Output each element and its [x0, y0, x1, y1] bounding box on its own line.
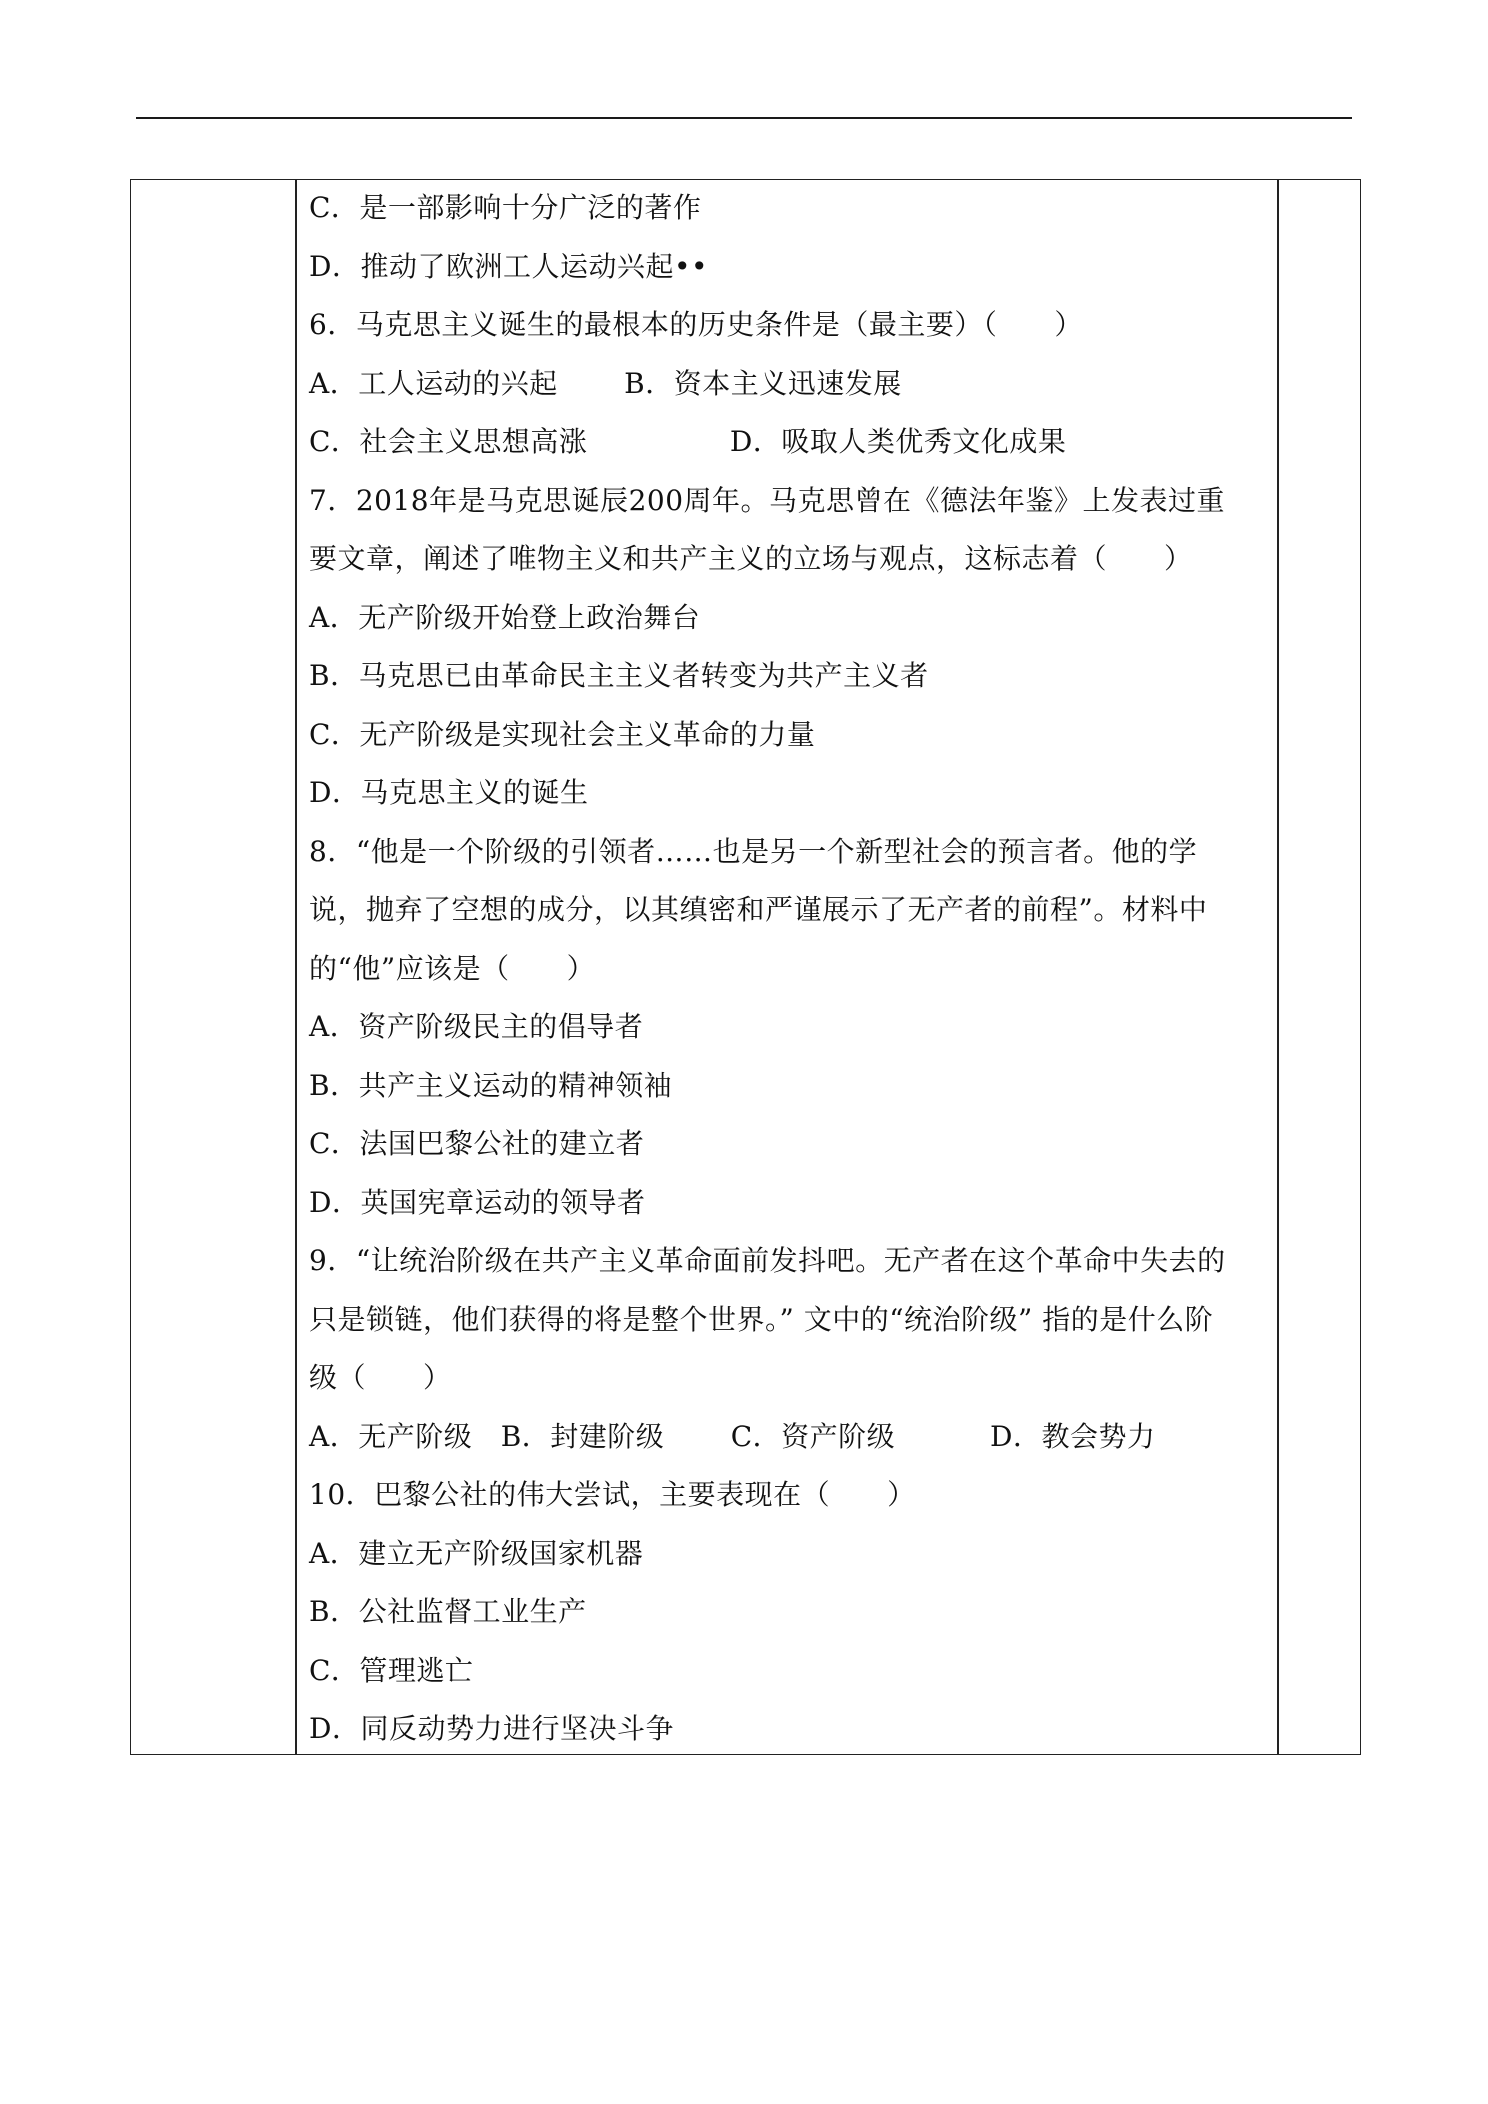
option-line: A．无产阶级开始登上政治舞台 [309, 600, 701, 634]
question-text: 8．“他是一个阶级的引领者……也是另一个新型社会的预言者。他的学 [309, 834, 1198, 868]
option-line: C．社会主义思想高涨 D．吸取人类优秀文化成果 [309, 425, 1067, 458]
option-line: A．工人运动的兴起 B．资本主义迅速发展 [309, 366, 902, 400]
question-text: 级（ ） [309, 1361, 452, 1394]
option-line: A．建立无产阶级国家机器 [309, 1536, 644, 1570]
option-line: B．公社监督工业生产 [309, 1595, 587, 1628]
question-text: 的“他”应该是（ ） [309, 951, 596, 985]
option-line: A．无产阶级 B．封建阶级 C．资产阶级 D．教会势力 [309, 1419, 1156, 1453]
option-line: D．推动了欧洲工人运动兴起•• [309, 249, 708, 283]
option-line: B．马克思已由革命民主主义者转变为共产主义者 [309, 659, 929, 692]
option-line: C．管理逃亡 [309, 1653, 474, 1687]
question-text: 说，抛弃了空想的成分，以其缜密和严谨展示了无产者的前程”。材料中 [309, 893, 1208, 926]
option-line: C．是一部影响十分广泛的著作 [309, 191, 702, 224]
option-line: D．英国宪章运动的领导者 [309, 1185, 646, 1219]
option-line: D．同反动势力进行坚决斗争 [309, 1712, 674, 1745]
option-line: C．法国巴黎公社的建立者 [309, 1127, 645, 1160]
question-text: 7．2018年是马克思诞辰200周年。马克思曾在《德法年鉴》上发表过重 [309, 483, 1226, 517]
question-content [309, 179, 1269, 1759]
header-rule [136, 117, 1352, 119]
question-text: 10．巴黎公社的伟大尝试，主要表现在（ ） [309, 1478, 916, 1511]
question-text: 9．“让统治阶级在共产主义革命面前发抖吧。无产者在这个革命中失去的 [309, 1244, 1226, 1277]
question-text: 只是锁链，他们获得的将是整个世界。” 文中的“统治阶级” 指的是什么阶 [309, 1302, 1214, 1336]
option-line: A．资产阶级民主的倡导者 [309, 1010, 644, 1043]
option-line: B．共产主义运动的精神领袖 [309, 1068, 673, 1102]
table-left-column-divider [295, 180, 297, 1754]
question-text: 6．马克思主义诞生的最根本的历史条件是（最主要）（ ） [309, 308, 1083, 341]
option-line: D．马克思主义的诞生 [309, 776, 589, 809]
question-text: 要文章，阐述了唯物主义和共产主义的立场与观点，这标志着（ ） [309, 542, 1193, 575]
option-line: C．无产阶级是实现社会主义革命的力量 [309, 717, 816, 751]
table-right-column-divider [1277, 180, 1279, 1754]
